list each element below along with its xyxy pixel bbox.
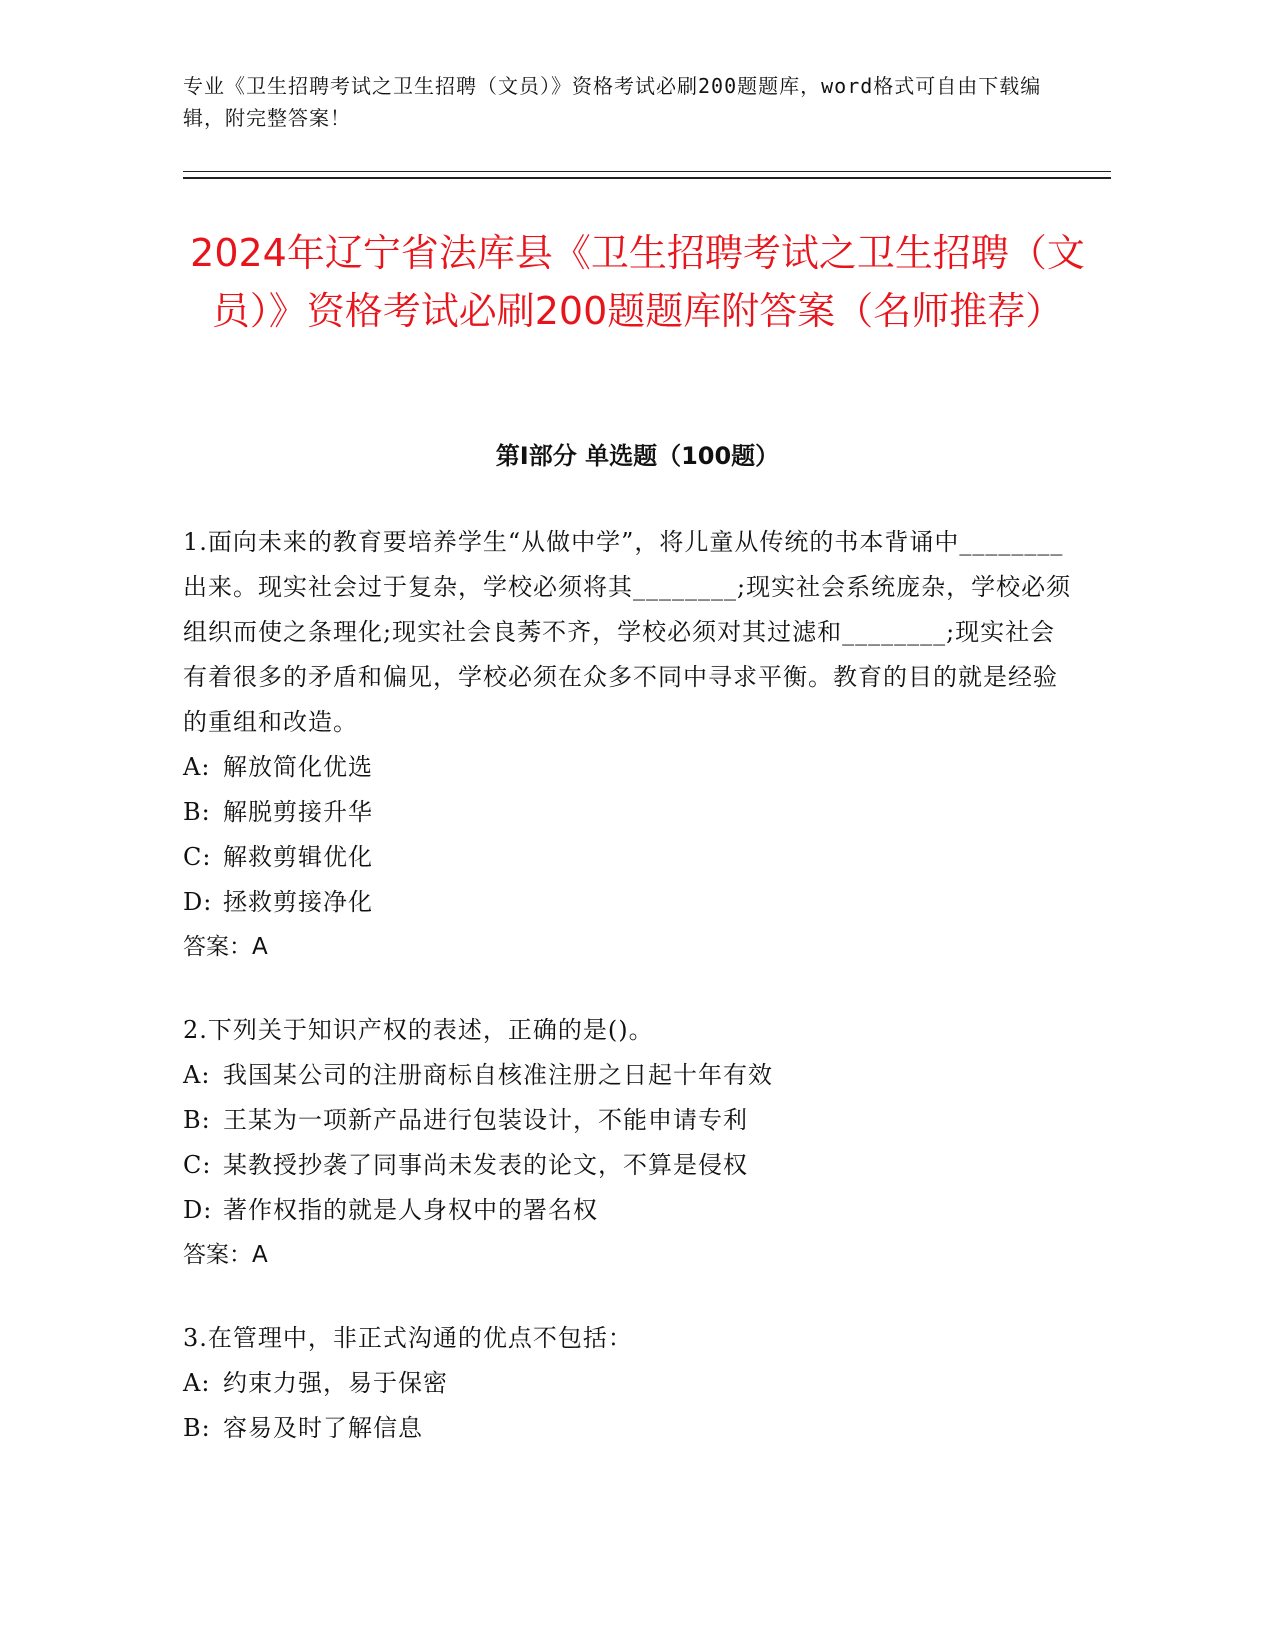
option-text: 约束力强，易于保密 (223, 1369, 448, 1397)
question-stem: 2.下列关于知识产权的表述，正确的是()。 (183, 1016, 654, 1044)
option-a (183, 1053, 1073, 1098)
option-letter: B: (183, 798, 211, 826)
question-list (183, 520, 1073, 1489)
option-b (183, 790, 1073, 835)
option-b (183, 1406, 1073, 1451)
document-title: 2024年辽宁省法库县《卫生招聘考试之卫生招聘（文员）》资格考试必刷200题题库附答案（名师推荐） (190, 231, 1085, 333)
header-divider-thick (183, 177, 1111, 179)
answer-value: A (252, 1242, 268, 1268)
option-letter: D: (183, 888, 213, 916)
answer-label: 答案： (183, 1242, 252, 1268)
option-letter: C: (183, 843, 212, 871)
option-text: 解脱剪接升华 (223, 798, 373, 826)
option-letter: C: (183, 1151, 212, 1179)
option-text: 著作权指的就是人身权中的署名权 (223, 1196, 598, 1224)
option-text: 王某为一项新产品进行包装设计，不能申请专利 (223, 1106, 748, 1134)
header-divider-thin (183, 171, 1111, 172)
option-c (183, 835, 1073, 880)
answer-line (183, 925, 1073, 970)
answer-value: A (252, 934, 268, 960)
option-b (183, 1098, 1073, 1143)
option-text: 某教授抄袭了同事尚未发表的论文，不算是侵权 (223, 1151, 748, 1179)
answer-line (183, 1233, 1073, 1278)
header-note: 专业《卫生招聘考试之卫生招聘（文员）》资格考试必刷200题题库，word格式可自由下载编辑，附完整答案！ (183, 74, 1042, 130)
option-letter: B: (183, 1106, 211, 1134)
answer-label: 答案： (183, 934, 252, 960)
question-3 (183, 1316, 1073, 1451)
option-c (183, 1143, 1073, 1188)
option-letter: A: (183, 1369, 211, 1397)
option-text: 拯救剪接净化 (223, 888, 373, 916)
option-letter: D: (183, 1196, 213, 1224)
question-stem: 3.在管理中，非正式沟通的优点不包括： (183, 1324, 633, 1352)
section-heading: 第Ⅰ部分 单选题（100题） (495, 442, 780, 470)
question-1 (183, 520, 1073, 970)
option-text: 容易及时了解信息 (223, 1414, 423, 1442)
option-letter: A: (183, 1061, 211, 1089)
option-d (183, 880, 1073, 925)
option-a (183, 745, 1073, 790)
option-text: 解放简化优选 (223, 753, 373, 781)
option-d (183, 1188, 1073, 1233)
question-stem: 1.面向未来的教育要培养学生“从做中学”，将儿童从传统的书本背诵中________出来。现实社会过于复杂，学校必须将其________;现实社会系统庞杂，学校必须组织而使之条理化;现实社会良莠不齐，学校必须对其过滤和________;现实社会有着很多的矛盾和偏见，学校必须在众多不同中寻求平衡。教育的目的就是经验的重组和改造。 (183, 528, 1072, 736)
option-letter: A: (183, 753, 211, 781)
question-2 (183, 1008, 1073, 1278)
option-letter: B: (183, 1414, 211, 1442)
option-a (183, 1361, 1073, 1406)
option-text: 我国某公司的注册商标自核准注册之日起十年有效 (223, 1061, 773, 1089)
option-text: 解救剪辑优化 (223, 843, 373, 871)
